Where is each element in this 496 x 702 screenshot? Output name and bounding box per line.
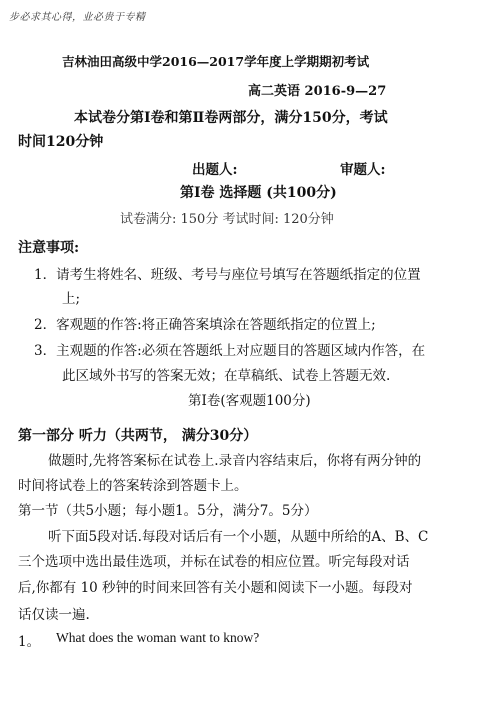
author-label: 出题人: bbox=[192, 162, 238, 178]
part-1-heading: 第一部分 听力（共两节， 满分30分） bbox=[18, 428, 258, 444]
exam-title: 吉林油田高级中学2016—2017学年度上学期期初考试 bbox=[62, 54, 370, 69]
exam-subtitle: 高二英语 2016-9—27 bbox=[248, 84, 387, 99]
question-1-number: 1。 bbox=[18, 634, 41, 650]
header-motto: 步必求其心得，业必贵于专精 bbox=[9, 12, 146, 23]
note-item-1-cont: 上; bbox=[62, 291, 81, 307]
part-1-instruction-1: 做题时,先将答案标在试卷上.录音内容结束后，你将有两分钟的 bbox=[48, 453, 422, 469]
part-1-instruction-2: 时间将试卷上的答案转涂到答题卡上。 bbox=[18, 478, 248, 494]
section-1-direction-1: 听下面5段对话.每段对话后有一个小题，从题中所给的A、B、C bbox=[48, 529, 429, 545]
note-item-3-cont: 此区域外书写的答案无效；在草稿纸、试卷上答题无效. bbox=[62, 368, 391, 384]
notes-heading: 注意事项: bbox=[18, 240, 80, 256]
section-1-direction-4: 话仅读一遍. bbox=[18, 607, 90, 623]
section-1-heading: 第一节（共5小题；每小题1。5分，满分7。5分） bbox=[18, 503, 318, 519]
question-1-text: What does the woman want to know? bbox=[56, 630, 260, 645]
note-item-1: 1．请考生将姓名、班级、考号与座位号填写在答题纸指定的位置 bbox=[34, 267, 421, 283]
exam-meta: 试卷满分: 150分 考试时间: 120分钟 bbox=[120, 212, 334, 227]
reviewer-label: 审题人: bbox=[340, 162, 386, 178]
note-item-2: 2．客观题的作答:将正确答案填涂在答题纸指定的位置上; bbox=[34, 317, 376, 333]
note-item-3: 3．主观题的作答:必须在答题纸上对应题目的答题区域内作答，在 bbox=[34, 343, 426, 359]
intro-line-1: 本试卷分第Ⅰ卷和第Ⅱ卷两部分，满分150分，考试 bbox=[74, 110, 388, 126]
volume-1-title: 第Ⅰ卷 选择题 (共100分) bbox=[180, 185, 337, 201]
section-1-direction-2: 三个选项中选出最佳选项，并标在试卷的相应位置。听完每段对话 bbox=[18, 554, 410, 570]
section-1-direction-3: 后,你都有 10 秒钟的时间来回答有关小题和阅读下一小题。每段对 bbox=[18, 580, 413, 596]
volume-1-objective-heading: 第Ⅰ卷(客观题100分) bbox=[188, 393, 311, 409]
intro-line-2: 时间120分钟 bbox=[18, 134, 104, 150]
